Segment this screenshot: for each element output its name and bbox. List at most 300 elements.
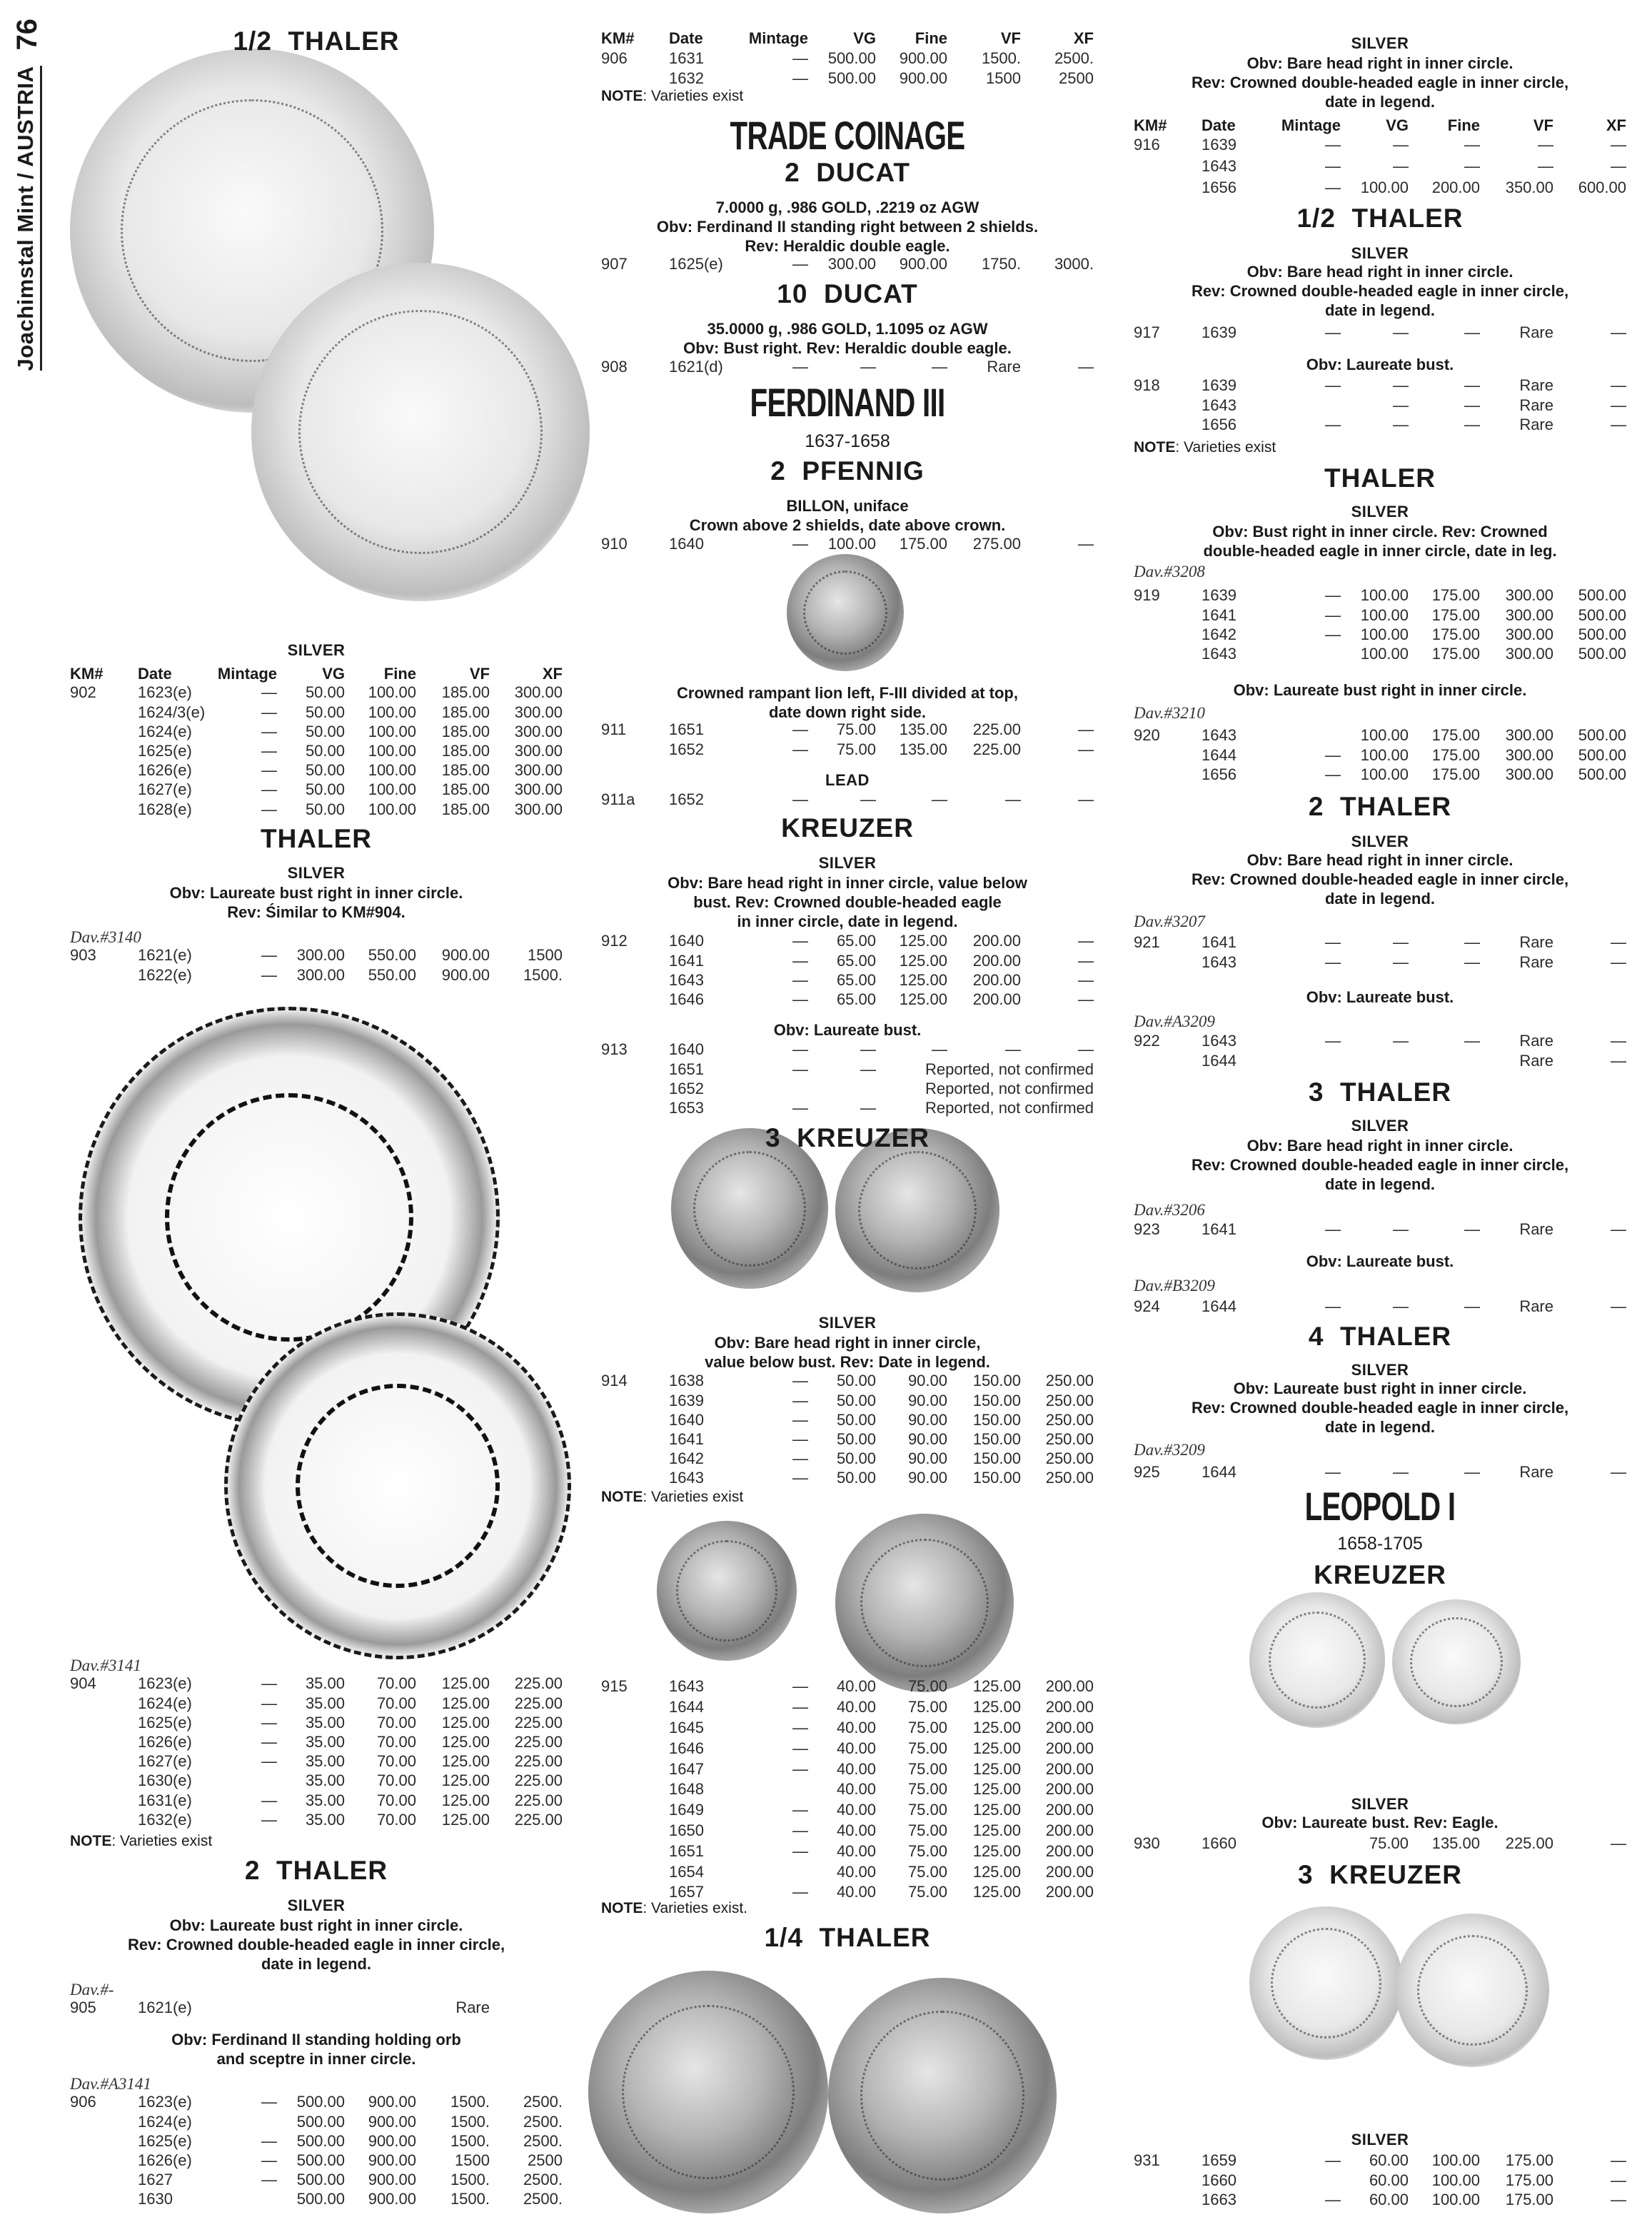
coin-description <box>601 198 1094 256</box>
km-number <box>601 1739 669 1759</box>
price-fine: 100.00 <box>368 722 416 740</box>
price-xf: Reported, not confirmed <box>925 1098 1094 1117</box>
km-number <box>1134 1051 1202 1070</box>
table-row <box>70 2189 563 2208</box>
price-fine: 70.00 <box>376 1713 416 1731</box>
price-vf: 125.00 <box>441 1732 490 1751</box>
price-vf: 125.00 <box>972 1821 1021 1839</box>
km-number <box>70 2170 138 2189</box>
price-fine: 75.00 <box>907 1841 947 1860</box>
description-line: Rev: Crowned double-headed eagle in inner circle, <box>1191 281 1569 300</box>
price-vg: 35.00 <box>305 1771 345 1790</box>
mintage: — <box>792 358 808 376</box>
price-vf: 185.00 <box>441 703 490 721</box>
mintage: — <box>261 946 277 965</box>
date: 1647 <box>669 1759 704 1778</box>
price-xf: 225.00 <box>514 1713 563 1731</box>
price-table <box>1134 1297 1626 1316</box>
metal-label: SILVER <box>1351 1794 1409 1813</box>
date: 1652 <box>669 1079 704 1097</box>
table-row <box>601 1759 1094 1780</box>
date: 1623(e) <box>138 2093 192 2111</box>
price-vg: 500.00 <box>827 69 876 87</box>
mintage: — <box>792 1372 808 1390</box>
date: 1623(e) <box>138 1674 192 1693</box>
table-row <box>601 970 1094 990</box>
price-xf: 1500. <box>523 965 563 984</box>
price-vg: 50.00 <box>836 1391 876 1409</box>
date: 1639 <box>1202 323 1237 342</box>
table-row <box>70 1998 563 2017</box>
price-fine: 100.00 <box>368 761 416 780</box>
price-vg: 35.00 <box>305 1674 345 1693</box>
price-vg: 500.00 <box>827 49 876 68</box>
mintage: — <box>261 761 277 780</box>
km-number: 917 <box>1134 323 1160 342</box>
description-line: Obv: Ferdinand II standing holding orb <box>171 2030 461 2048</box>
price-xf: 500.00 <box>1578 586 1626 605</box>
price-fine: 70.00 <box>376 1752 416 1771</box>
price-xf: 225.00 <box>514 1771 563 1790</box>
km-number: 924 <box>1134 1297 1160 1316</box>
date: 1641 <box>1202 933 1237 952</box>
km-number <box>601 1821 669 1841</box>
date: 1644 <box>1202 1463 1237 1482</box>
column-header: Date <box>669 29 703 48</box>
km-number <box>601 740 669 759</box>
table-row <box>1134 1051 1626 1070</box>
price-vg: 40.00 <box>836 1698 876 1716</box>
mintage <box>1287 1834 1341 1853</box>
km-number <box>601 951 669 970</box>
km-number <box>601 69 669 88</box>
mintage <box>755 1862 808 1883</box>
mintage: — <box>792 1677 808 1696</box>
price-vg: — <box>1393 1297 1409 1316</box>
mintage: — <box>1325 157 1341 176</box>
date: 1623(e) <box>138 683 192 702</box>
date: 1652 <box>669 790 704 809</box>
table-row <box>70 1713 563 1732</box>
section-heading: LEOPOLD I <box>1304 1484 1456 1529</box>
description-line: Obv: Bare head right in inner circle. <box>1246 850 1514 869</box>
price-vg: — <box>1393 157 1409 176</box>
price-xf: 200.00 <box>1045 1718 1094 1736</box>
price-xf: 300.00 <box>514 722 563 740</box>
price-vg <box>277 1998 345 2017</box>
price-vg: 50.00 <box>305 703 345 721</box>
price-fine: — <box>1464 396 1480 414</box>
table-row <box>601 1779 1094 1800</box>
column-header: Date <box>1202 116 1236 135</box>
date: 1638 <box>669 1372 704 1390</box>
denomination-heading: 3 THALER <box>1308 1077 1452 1107</box>
date: 1643 <box>669 1469 704 1487</box>
price-xf: 500.00 <box>1578 644 1626 663</box>
table-row <box>1134 1220 1626 1239</box>
km-number <box>70 1810 138 1829</box>
description-line: Obv: Laureate bust right in inner circle. <box>169 883 463 902</box>
price-vf: 150.00 <box>972 1469 1021 1487</box>
coin-description <box>601 873 1094 931</box>
mintage: — <box>1325 605 1341 624</box>
price-fine: 135.00 <box>899 740 947 758</box>
column-header: VG <box>1386 116 1409 135</box>
price-vg: 75.00 <box>836 720 876 739</box>
price-xf: — <box>1611 2190 1626 2208</box>
price-vg: 35.00 <box>305 1732 345 1751</box>
column-header: Fine <box>915 29 947 48</box>
denomination-heading: 2 PFENNIG <box>770 456 925 486</box>
price-xf: 250.00 <box>1045 1449 1094 1468</box>
km-number <box>601 1449 669 1468</box>
km-number <box>1134 156 1202 177</box>
table-row <box>70 722 563 741</box>
km-number: 931 <box>1134 2151 1160 2170</box>
table-row <box>601 720 1094 739</box>
price-fine: 90.00 <box>907 1410 947 1429</box>
mintage <box>1287 1051 1341 1070</box>
mintage: — <box>792 790 808 809</box>
price-vg: 65.00 <box>836 970 876 989</box>
date: 1631(e) <box>138 1791 192 1809</box>
date: 1649 <box>669 1801 704 1819</box>
price-vg: 300.00 <box>296 946 345 965</box>
table-row <box>601 1391 1094 1410</box>
mintage: — <box>792 1759 808 1778</box>
price-vg: — <box>860 1060 876 1078</box>
date: 1621(d) <box>669 358 723 376</box>
date: 1643 <box>1202 726 1237 745</box>
mintage: — <box>261 1713 277 1731</box>
price-vf: 1500 <box>986 69 1021 87</box>
price-fine: 75.00 <box>907 1759 947 1778</box>
price-vf: Rare <box>1519 323 1553 342</box>
price-fine: 70.00 <box>376 1791 416 1809</box>
davenport-number: Dav.#3209 <box>1134 1440 1205 1459</box>
price-vg: — <box>860 1098 876 1117</box>
date: 1642 <box>1202 625 1237 643</box>
km-number: 930 <box>1134 1834 1160 1853</box>
price-xf: Reported, not confirmed <box>925 1079 1094 1097</box>
price-vg: — <box>860 790 876 809</box>
mintage: — <box>261 1810 277 1829</box>
km-number <box>1134 644 1202 663</box>
price-vf: 175.00 <box>1505 2151 1553 2170</box>
price-xf: — <box>1611 933 1626 952</box>
price-vg: 100.00 <box>1360 625 1409 643</box>
km-number: 903 <box>70 946 96 965</box>
km-number: 922 <box>1134 1032 1160 1050</box>
mintage: — <box>261 1732 277 1751</box>
table-row <box>70 2131 563 2151</box>
date: 1653 <box>669 1098 704 1117</box>
price-vf: Rare <box>1519 396 1553 414</box>
price-vf: 125.00 <box>441 1713 490 1731</box>
price-fine: — <box>1464 415 1480 433</box>
table-row <box>1134 2151 1626 2170</box>
mintage: — <box>1325 765 1341 783</box>
table-row <box>601 1739 1094 1759</box>
price-xf: — <box>1611 2171 1626 2189</box>
price-xf: Reported, not confirmed <box>925 1060 1094 1078</box>
description-line: bust. Rev: Crowned double-headed eagle <box>693 893 1002 911</box>
date: 1625(e) <box>138 2131 192 2150</box>
price-vf: 1500. <box>450 2093 490 2111</box>
denomination-heading: KREUZER <box>781 813 914 843</box>
table-row <box>70 683 563 702</box>
table-row <box>601 951 1094 970</box>
price-vg: 500.00 <box>296 2171 345 2189</box>
metal-label: SILVER <box>818 1313 877 1332</box>
table-row <box>601 357 1094 376</box>
description-line: Obv: Laureate bust. Rev: Eagle. <box>1261 1813 1499 1831</box>
note <box>601 86 1094 106</box>
date: 1660 <box>1202 1834 1237 1853</box>
price-vg: — <box>1393 323 1409 342</box>
date: 1651 <box>669 1841 704 1860</box>
price-table <box>1134 725 1626 784</box>
km-number <box>1134 177 1202 198</box>
price-vg: 40.00 <box>836 1862 876 1881</box>
km-number: 911a <box>601 790 635 809</box>
price-vf: 185.00 <box>441 780 490 799</box>
price-xf <box>490 1998 563 2017</box>
km-number: 908 <box>601 358 628 376</box>
date: 1641 <box>669 1429 704 1448</box>
date: 1641 <box>669 951 704 970</box>
price-fine: 75.00 <box>907 1677 947 1696</box>
price-xf: 225.00 <box>514 1752 563 1771</box>
mintage <box>223 2189 277 2208</box>
price-xf: 1500 <box>528 946 563 965</box>
mintage: — <box>792 1429 808 1448</box>
mintage: — <box>1325 1220 1341 1239</box>
mintage: — <box>792 1841 808 1860</box>
price-fine: — <box>932 1040 947 1059</box>
table-row <box>70 2092 563 2111</box>
price-vg: 35.00 <box>305 1713 345 1731</box>
price-fine: 900.00 <box>368 2171 416 2189</box>
table-row <box>1134 156 1626 177</box>
price-table <box>601 720 1094 758</box>
km-number: 912 <box>601 932 628 950</box>
note <box>70 1831 563 1851</box>
table-row <box>1134 625 1626 644</box>
price-xf: — <box>1078 990 1094 1008</box>
date: 1632(e) <box>138 1810 192 1829</box>
mintage <box>223 1771 277 1790</box>
price-fine: 90.00 <box>907 1449 947 1468</box>
coin-description <box>601 1333 1094 1372</box>
date: 1641 <box>1202 1220 1237 1239</box>
price-table <box>1134 1031 1626 1070</box>
coin-description <box>1134 1379 1626 1437</box>
price-xf: 2500. <box>523 2112 563 2131</box>
table-row <box>70 1771 563 1790</box>
km-number <box>1134 396 1202 415</box>
km-number <box>1134 2171 1202 2190</box>
price-vg: 60.00 <box>1369 2190 1409 2208</box>
price-xf: 2500. <box>1054 49 1094 68</box>
column-header: Fine <box>1447 116 1480 135</box>
date: 1622(e) <box>138 965 192 984</box>
description-line: Crown above 2 shields, date above crown. <box>689 516 1006 534</box>
table-row <box>1134 323 1626 342</box>
price-xf: — <box>1611 396 1626 414</box>
km-number <box>70 1732 138 1751</box>
date: 1643 <box>669 970 704 989</box>
price-xf: 200.00 <box>1045 1677 1094 1696</box>
date: 1645 <box>669 1718 704 1736</box>
price-vf: 150.00 <box>972 1449 1021 1468</box>
price-fine: — <box>1464 323 1480 342</box>
km-number <box>70 741 138 760</box>
description-line: Crowned rampant lion left, F-III divided at top, <box>677 683 1018 702</box>
davenport-number: Dav.#3206 <box>1134 1200 1205 1219</box>
description-line: Rev: Śimilar to KM#904. <box>227 903 406 921</box>
coin-description <box>1134 1252 1626 1271</box>
mintage: — <box>1325 933 1341 952</box>
price-xf: — <box>1078 1040 1094 1059</box>
description-line: Obv: Bare head right in inner circle. <box>1246 262 1514 281</box>
table-row <box>1134 2190 1626 2209</box>
date: 1656 <box>1202 415 1237 433</box>
description-line: Obv: Bare head right in inner circle, <box>714 1333 981 1352</box>
price-vf: 125.00 <box>441 1771 490 1790</box>
denomination-heading: THALER <box>1324 463 1436 493</box>
price-vf: 150.00 <box>972 1410 1021 1429</box>
description-line: BILLON, uniface <box>786 496 909 515</box>
date: 1621(e) <box>138 1999 192 2017</box>
table-row <box>1134 932 1626 952</box>
table-row <box>70 945 563 965</box>
price-vf: 125.00 <box>441 1791 490 1809</box>
date: 1630 <box>138 2190 173 2208</box>
table-row <box>1134 1462 1626 1482</box>
km-number <box>70 2112 138 2131</box>
price-fine: 90.00 <box>907 1372 947 1390</box>
description-line: Obv: Bare head right in inner circle. <box>1246 1136 1514 1155</box>
date: 1630(e) <box>138 1771 192 1790</box>
price-fine: 200.00 <box>1431 179 1480 197</box>
table-row <box>1134 725 1626 745</box>
km-number: 918 <box>1134 376 1160 395</box>
price-xf: 200.00 <box>1045 1801 1094 1819</box>
price-fine: 75.00 <box>907 1821 947 1839</box>
price-vg: 100.00 <box>1360 586 1409 605</box>
date: 1632 <box>669 69 704 87</box>
price-xf: 500.00 <box>1578 745 1626 764</box>
table-row <box>601 1841 1094 1862</box>
price-fine: 100.00 <box>1431 2171 1480 2189</box>
price-xf: — <box>1078 720 1094 739</box>
davenport-number: Dav.#B3209 <box>1134 1276 1215 1295</box>
table-row <box>1134 415 1626 434</box>
price-fine: 90.00 <box>907 1469 947 1487</box>
date: 1654 <box>669 1862 704 1881</box>
mintage: — <box>261 741 277 760</box>
km-number <box>601 1429 669 1449</box>
price-fine: 175.00 <box>1431 745 1480 764</box>
price-fine: 175.00 <box>899 535 947 553</box>
table-row <box>601 1676 1094 1697</box>
price-vf: 125.00 <box>972 1780 1021 1799</box>
mintage: — <box>792 1469 808 1487</box>
mintage: — <box>792 1739 808 1757</box>
mintage: — <box>1325 586 1341 605</box>
description-line: date in legend. <box>1324 92 1436 111</box>
price-xf: 3000. <box>1054 255 1094 273</box>
table-row <box>1134 765 1626 784</box>
coin-description <box>1134 522 1626 560</box>
price-fine: 135.00 <box>1431 1834 1480 1853</box>
table-row <box>601 1800 1094 1821</box>
table-row <box>70 1694 563 1713</box>
price-vg: — <box>1393 1463 1409 1482</box>
km-number: 904 <box>70 1674 96 1693</box>
metal-label: SILVER <box>1351 1360 1409 1379</box>
davenport-number: Dav.#3141 <box>70 1656 141 1674</box>
price-vf: 200.00 <box>972 990 1021 1008</box>
column-header: Date <box>138 665 172 683</box>
column-header: VG <box>853 29 876 48</box>
price-vg: 50.00 <box>305 741 345 760</box>
price-fine: 70.00 <box>376 1810 416 1829</box>
mintage: — <box>1325 2190 1341 2208</box>
price-xf: 300.00 <box>514 683 563 702</box>
price-vf: 350.00 <box>1505 179 1553 197</box>
price-vf: 200.00 <box>972 970 1021 989</box>
km-number <box>601 1697 669 1718</box>
price-table <box>70 1998 563 2017</box>
price-vf: 125.00 <box>972 1801 1021 1819</box>
price-vf: Rare <box>1519 376 1553 395</box>
price-vg: 35.00 <box>305 1810 345 1829</box>
description-line: Rev: Crowned double-headed eagle in inner circle, <box>1191 1398 1569 1417</box>
price-vf: 1500. <box>981 49 1021 68</box>
price-vg: 40.00 <box>836 1677 876 1696</box>
price-vg: — <box>1393 415 1409 433</box>
price-xf: — <box>1611 1051 1626 1070</box>
metal-label: SILVER <box>1351 502 1409 521</box>
mintage: — <box>1325 1463 1341 1482</box>
price-fine: 75.00 <box>907 1718 947 1736</box>
davenport-number: Dav.#3210 <box>1134 703 1205 722</box>
table-row <box>70 2151 563 2170</box>
mintage <box>1287 2171 1341 2190</box>
price-fine: 175.00 <box>1431 726 1480 745</box>
price-xf: 200.00 <box>1045 1759 1094 1778</box>
price-vg: 300.00 <box>296 965 345 984</box>
price-table <box>1134 585 1626 663</box>
price-xf: 500.00 <box>1578 625 1626 643</box>
description-line: Rev: Crowned double-headed eagle in inner circle, <box>1191 73 1569 91</box>
price-xf: — <box>1611 323 1626 342</box>
price-vf: Rare <box>1519 1220 1553 1239</box>
description-line: date in legend. <box>1324 889 1436 908</box>
column-header: XF <box>1606 116 1626 135</box>
price-xf: — <box>1611 2151 1626 2170</box>
price-vg: 500.00 <box>296 2151 345 2169</box>
date: 1626(e) <box>138 1732 192 1751</box>
price-vf: Rare <box>1519 1297 1553 1316</box>
date: 1627(e) <box>138 780 192 799</box>
price-vf: 225.00 <box>1505 1834 1553 1853</box>
table-row <box>601 1060 1094 1079</box>
date: 1640 <box>669 535 704 553</box>
price-vf: 185.00 <box>441 800 490 818</box>
